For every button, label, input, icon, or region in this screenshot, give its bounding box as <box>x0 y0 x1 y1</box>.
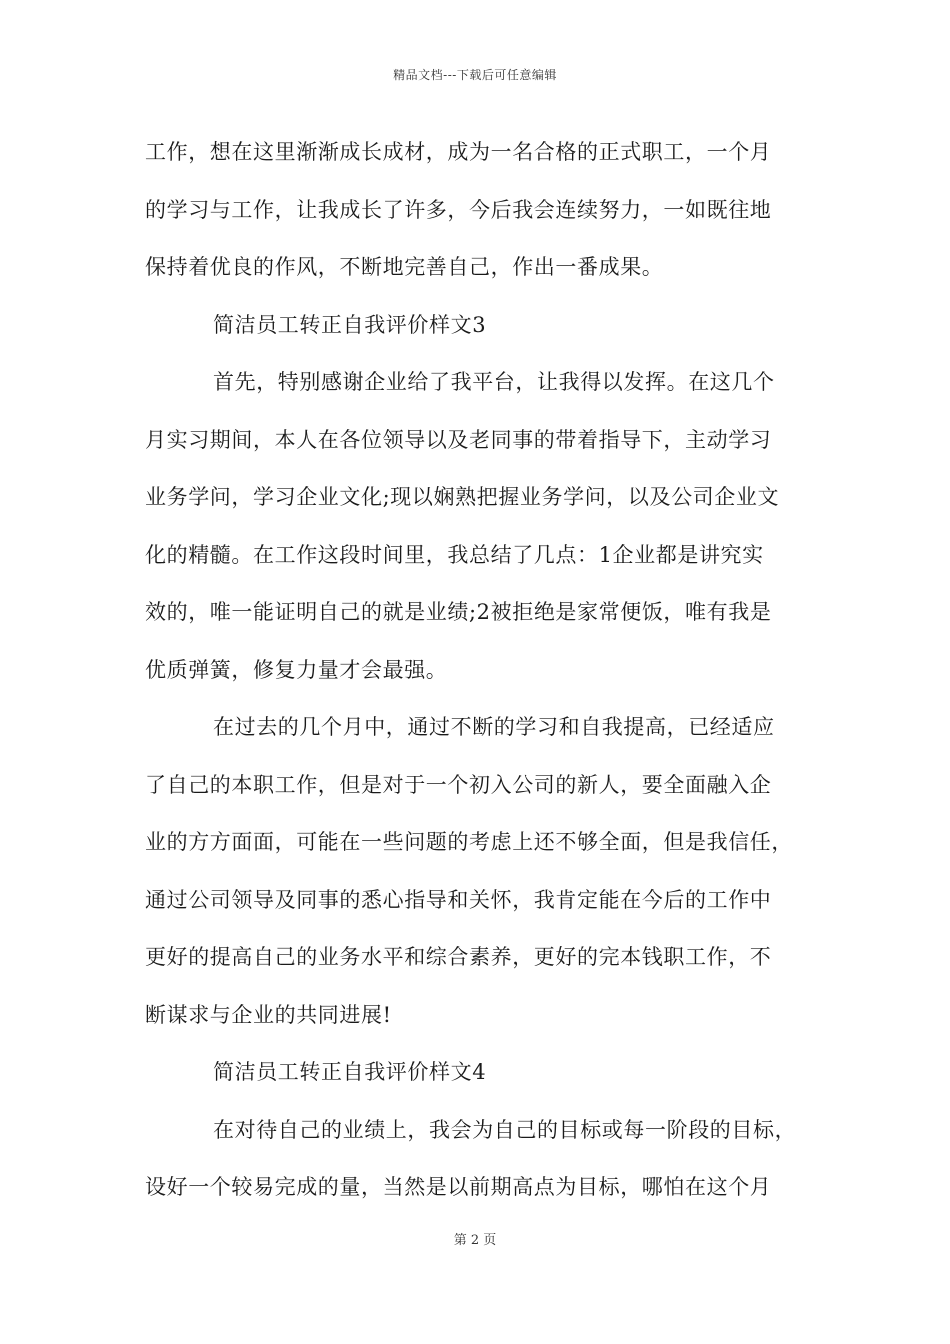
page-number: 第 2 页 <box>453 1233 497 1248</box>
body-line: 设好一个较易完成的量，当然是以前期高点为目标，哪怕在这个月 <box>145 1175 772 1199</box>
body-line: 了自己的本职工作，但是对于一个初入公司的新人，要全面融入企 <box>145 772 772 797</box>
document-body <box>145 132 835 1225</box>
body-line: 化的精髓。在工作这段时间里，我总结了几点：1企业都是讲究实 <box>145 542 764 567</box>
body-line: 通过公司领导及同事的悉心指导和关怀，我肯定能在今后的工作中 <box>145 887 772 912</box>
body-line: 保持着优良的作风，不断地完善自己，作出一番成果。 <box>145 255 664 279</box>
page-header: 精品文档---下载后可任意编辑 <box>393 68 557 82</box>
body-line: 在过去的几个月中，通过不断的学习和自我提高，已经适应 <box>213 715 775 739</box>
body-line: 业的方方面面，可能在一些问题的考虑上还不够全面，但是我信任， <box>145 830 793 854</box>
body-line: 月实习期间，本人在各位领导以及老同事的带着指导下，主动学习 <box>145 427 772 452</box>
section-heading: 简洁员工转正自我评价样文4 <box>213 1060 487 1084</box>
section-heading: 简洁员工转正自我评价样文3 <box>213 312 487 337</box>
body-line: 业务学问，学习企业文化;现以娴熟把握业务学问，以及公司企业文 <box>145 485 780 509</box>
body-line: 效的，唯一能证明自己的就是业绩;2被拒绝是家常便饭，唯有我是 <box>145 600 772 624</box>
body-line: 首先，特别感谢企业给了我平台，让我得以发挥。在这几个 <box>213 370 775 394</box>
body-line: 在对待自己的业绩上，我会为自己的目标或每一阶段的目标， <box>213 1117 797 1142</box>
body-line: 的学习与工作，让我成长了许多，今后我会连续努力，一如既往地 <box>145 197 772 222</box>
body-line: 更好的提高自己的业务水平和综合素养，更好的完本钱职工作，不 <box>145 945 772 969</box>
body-line: 断谋求与企业的共同进展! <box>145 1002 392 1027</box>
body-line: 工作，想在这里渐渐成长成材，成为一名合格的正式职工，一个月 <box>145 140 772 164</box>
body-line: 优质弹簧，修复力量才会最强。 <box>145 657 448 682</box>
